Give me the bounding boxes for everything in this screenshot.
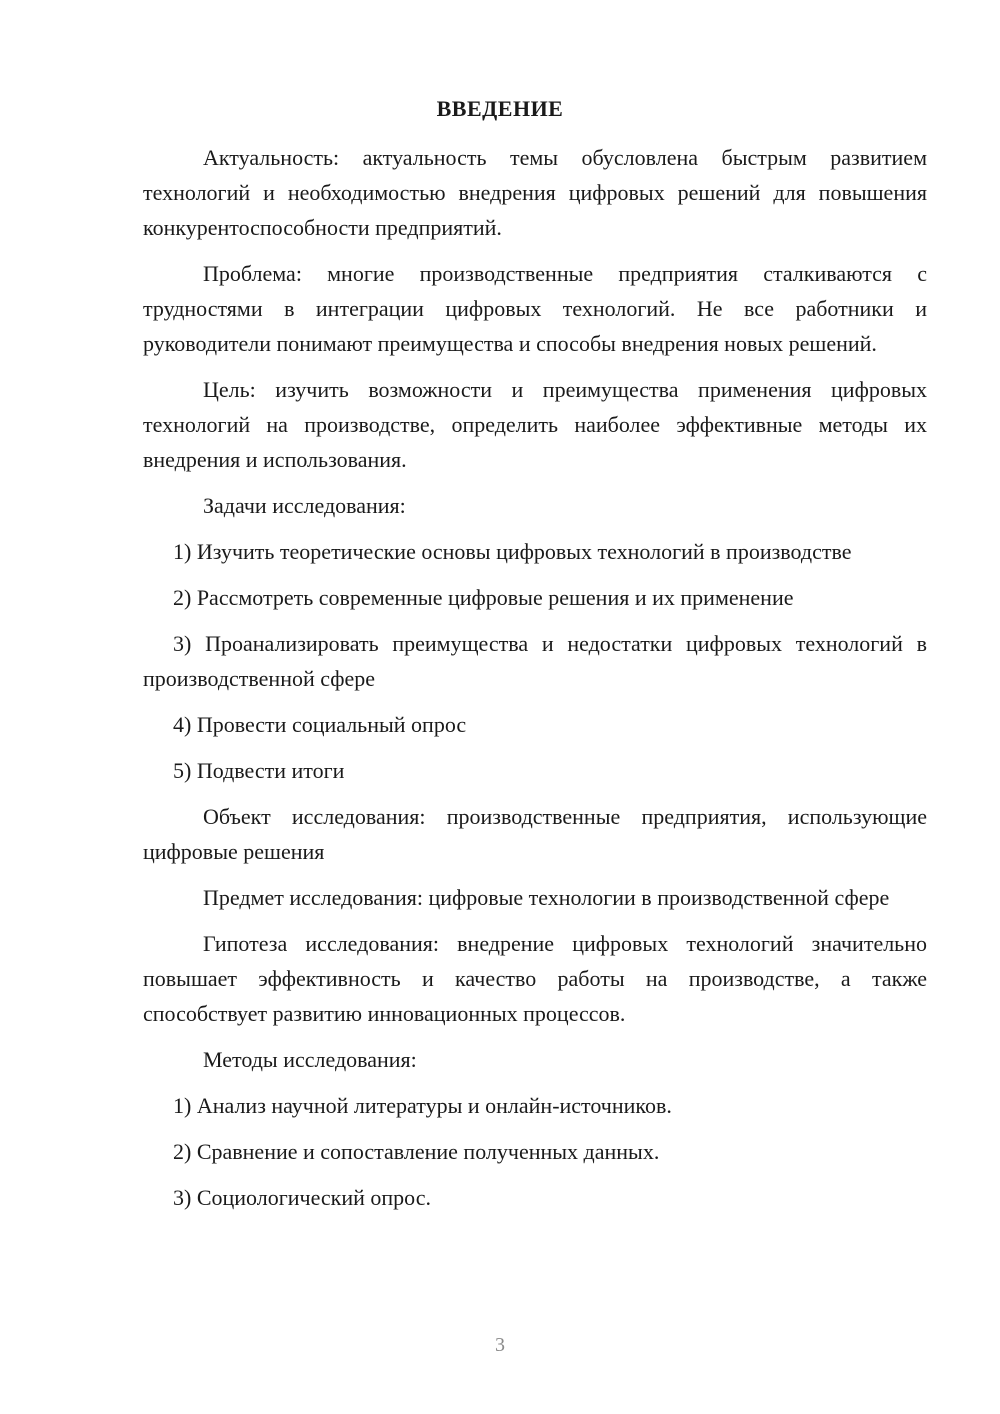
method-item: 1) Анализ научной литературы и онлайн-источников. [173, 1093, 672, 1118]
problem-paragraph: Проблема: многие производственные предприятия сталкиваются с трудностями в интеграции цифровых технологий. Не все работники и руководители понимают преимущества и способы внедрения новых решений. [143, 261, 927, 356]
task-item: 4) Провести социальный опрос [173, 712, 467, 737]
relevance-paragraph: Актуальность: актуальность темы обусловлена быстрым развитием технологий и необходимостью внедрения цифровых решений для повышения конкурентоспособности предприятий. [143, 145, 927, 240]
document-body [143, 140, 927, 1215]
task-item: 3) Проанализировать преимущества и недостатки цифровых технологий в производственной сфере [143, 631, 927, 691]
method-item: 2) Сравнение и сопоставление полученных данных. [173, 1139, 660, 1164]
subject-paragraph: Предмет исследования: цифровые технологии в производственной сфере [203, 885, 890, 910]
page-title: ВВЕДЕНИЕ [436, 96, 564, 121]
task-item: 2) Рассмотреть современные цифровые решения и их применение [173, 585, 794, 610]
method-item: 3) Социологический опрос. [173, 1185, 431, 1210]
goal-paragraph: Цель: изучить возможности и преимущества применения цифровых технологий на производстве, определить наиболее эффективные методы их внедрения и использования. [143, 377, 927, 472]
methods-heading: Методы исследования: [203, 1047, 417, 1072]
hypothesis-paragraph: Гипотеза исследования: внедрение цифровых технологий значительно повышает эффективность и качество работы на производстве, а также способствует развитию инновационных процессов. [143, 931, 927, 1026]
task-item: 5) Подвести итоги [173, 758, 345, 783]
task-item: 1) Изучить теоретические основы цифровых технологий в производстве [173, 539, 852, 564]
page-number: 3 [495, 1334, 505, 1356]
object-paragraph: Объект исследования: производственные предприятия, использующие цифровые решения [143, 804, 927, 864]
tasks-heading: Задачи исследования: [203, 493, 406, 518]
